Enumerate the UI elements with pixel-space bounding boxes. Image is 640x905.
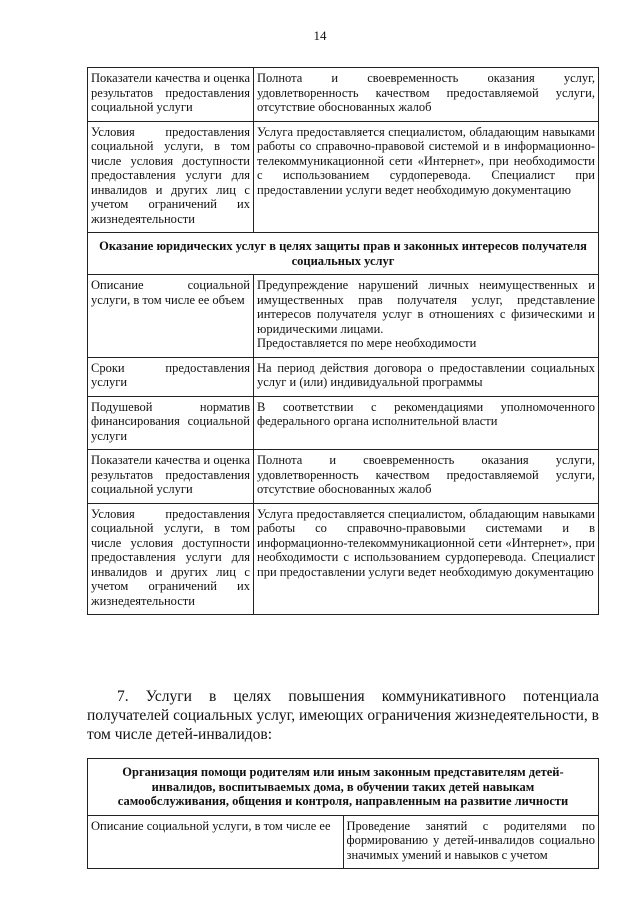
row-value [254,275,599,358]
row-label: Сроки предоставления услуги [88,357,254,396]
table-row [88,68,599,122]
row-value: Услуга предоставляется специалистом, обладающим навыками работы со справочно-правовыми системами и в информационно-телекоммуникационной сети «Интернет», при необходимости с использованием сурдоперевода. Специалист при предоставлении услуги ведет необходимую документацию [254,503,599,615]
row-value: На период действия договора о предоставлении социальных услуг и (или) индивидуальной программы [254,357,599,396]
table-row [88,275,599,358]
table-row [88,121,599,233]
row-label: Описание социальной услуги, в том числе ее объем [88,275,254,358]
section-row [88,233,599,275]
services-table [87,67,599,615]
table-row [88,450,599,504]
description-paragraph: Предоставляется по мере необходимости [257,336,477,350]
row-value: Проведение занятий с родителями по формированию у детей-инвалидов социально значимых умений и навыков с учетом [343,815,599,869]
row-label: Подушевой норматив финансирования социальной услуги [88,396,254,450]
section-title: Организация помощи родителям или иным законным представителям детей-инвалидов, воспитываемых дома, в обучении таких детей навыкам самообслуживания, общения и контроля, направленным на развитие личности [88,759,599,816]
section-paragraph: 7. Услуги в целях повышения коммуникативного потенциала получателей социальных услуг, имеющих ограничения жизнедеятельности, в том числе детей-инвалидов: [87,688,599,743]
row-label: Показатели качества и оценка результатов предоставления социальной услуги [88,68,254,122]
section-title: Оказание юридических услуг в целях защиты прав и законных интересов получателя социальных услуг [88,233,599,275]
row-label: Показатели качества и оценка результатов предоставления социальной услуги [88,450,254,504]
row-label: Описание социальной услуги, в том числе ее [88,815,344,869]
section-row [88,759,599,816]
row-label: Условия предоставления социальной услуги, в том числе условия доступности предоставления услуги для инвалидов и других лиц с учетом ограничений их жизнедеятельности [88,503,254,615]
row-value: Полнота и своевременность оказания услуги, удовлетворенность качеством предоставляемой услуги, отсутствие обоснованных жалоб [254,450,599,504]
table-row [88,815,599,869]
page-number: 14 [313,28,327,43]
table-row [88,396,599,450]
description-paragraph: Предупреждение нарушений личных неимущественных и имущественных прав получателя услуг, представление интересов получателя услуг в отношениях с физическими и юридическими лицами. [257,278,595,336]
table-row [88,503,599,615]
row-value: Полнота и своевременность оказания услуг, удовлетворенность качеством предоставляемой услуги, отсутствие обоснованных жалоб [254,68,599,122]
services-table-continued [87,758,599,869]
table-row [88,357,599,396]
row-value: В соответствии с рекомендациями уполномоченного федерального органа исполнительной власти [254,396,599,450]
row-value: Услуга предоставляется специалистом, обладающим навыками работы со справочно-правовой системой и в информационно-телекоммуникационной сети «Интернет», при необходимости с использованием сурдоперевода. Специалист при предоставлении услуги ведет необходимую документацию [254,121,599,233]
row-label: Условия предоставления социальной услуги, в том числе условия доступности предоставления услуги для инвалидов и других лиц с учетом ограничений их жизнедеятельности [88,121,254,233]
